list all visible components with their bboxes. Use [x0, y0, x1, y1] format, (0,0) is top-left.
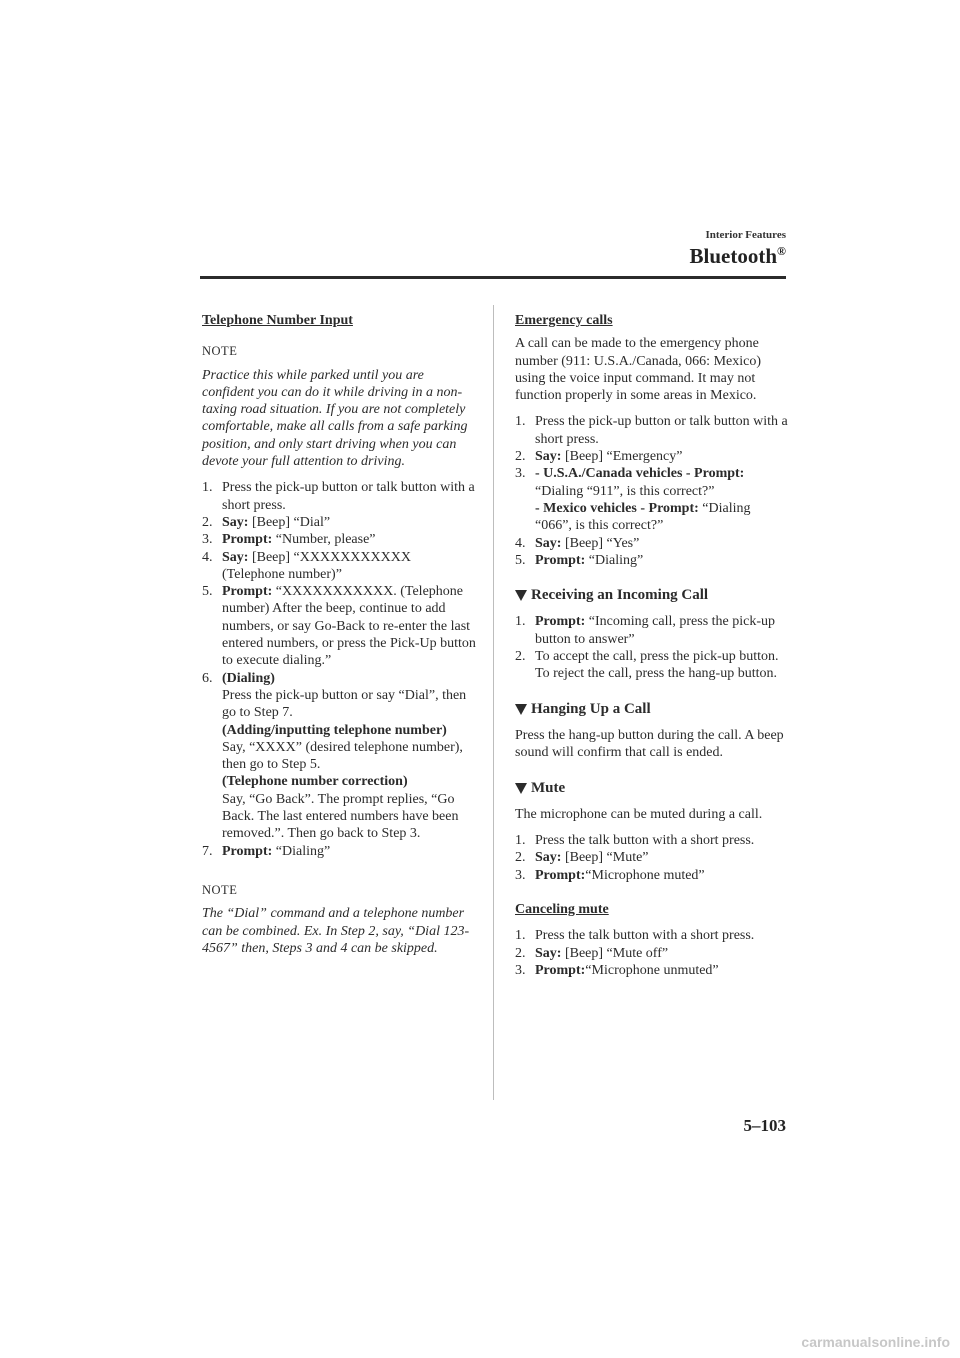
list-item: 1. Prompt: “Incoming call, press the pick-up button to answer” [515, 614, 776, 647]
list-item: 2. Say: [Beep] “Dial” [202, 514, 331, 530]
note-text: Practice this while parked until you are confident you can do it while driving in a non-taxing road situation. If you are not completely comfortable, make all calls from a safe parking position, and only start driving when you can devote your full attention to driving. [202, 367, 468, 470]
cancel-mute-steps [515, 927, 790, 979]
note-label: NOTE [202, 882, 238, 897]
right-column [515, 312, 790, 979]
list-item: 2. Say: [Beep] “Mute off” [515, 945, 669, 961]
triangle-down-icon [515, 590, 527, 601]
list-item: 5. Prompt: “XXXXXXXXXXX. (Telephone number) After the beep, continue to add numbers, or say Go-Back to re-enter the last entered numbers, or press the Pick-Up button to execute dialing.” [202, 584, 476, 669]
list-item: 1. Press the pick-up button or talk button with a short press. [202, 480, 475, 513]
list-item: 1. Press the talk button with a short press. [515, 928, 755, 944]
registered-mark: ® [777, 244, 786, 258]
emergency-steps [515, 413, 790, 569]
page-number: 5–103 [743, 1116, 786, 1135]
list-item: 4. Say: [Beep] “Yes” [515, 535, 640, 551]
mute-steps [515, 832, 790, 884]
list-item: 2. Say: [Beep] “Emergency” [515, 449, 683, 465]
hangup-text: Press the hang-up button during the call. A beep sound will confirm that call is ended. [515, 727, 784, 761]
list-item: 2. To accept the call, press the pick-up button. To reject the call, press the hang-up button. [515, 649, 779, 682]
mute-text: The microphone can be muted during a call. [515, 806, 763, 822]
list-item: 7. Prompt: “Dialing” [202, 843, 331, 859]
watermark: carmanualsonline.info [801, 1334, 950, 1350]
receiving-call-heading: Receiving an Incoming Call [515, 587, 790, 604]
receiving-steps [515, 613, 790, 682]
list-item: 1. Press the talk button with a short press. [515, 833, 755, 849]
list-item: 3. Prompt:“Microphone unmuted” [515, 962, 719, 978]
mute-heading: Mute [515, 780, 790, 797]
section-label: Interior Features [705, 229, 786, 241]
list-item: 3. Prompt:“Microphone muted” [515, 867, 705, 883]
list-item: 2. Say: [Beep] “Mute” [515, 850, 649, 866]
emergency-calls-heading: Emergency calls [515, 313, 613, 328]
hanging-up-heading: Hanging Up a Call [515, 701, 790, 718]
telephone-number-input-heading: Telephone Number Input [202, 313, 353, 328]
list-item: 6. (Dialing) Press the pick-up button or say “Dial”, then go to Step 7. (Adding/inputting telephone number) Say, “XXXX” (desired telephone number), then go to Step 5. (Telephone number correction) Say, “Go Back”. The prompt replies, “Go Back. The last entered numbers have been removed.”. Then go back to Step 3. [202, 670, 467, 842]
note-text: The “Dial” command and a telephone number can be combined. Ex. In Step 2, say, “Dial 123-4567” then, Steps 3 and 4 can be skipped. [202, 906, 470, 956]
header-rule [200, 276, 786, 279]
dial-steps [202, 479, 477, 860]
left-column [202, 312, 477, 957]
triangle-down-icon [515, 704, 527, 715]
chapter-title: Bluetooth® [689, 244, 786, 268]
list-item: 3. - U.S.A./Canada vehicles - Prompt: “Dialing “911”, is this correct?” - Mexico vehicles - Prompt: “Dialing “066”, is this correct?” [515, 466, 751, 534]
triangle-down-icon [515, 783, 527, 794]
list-item: 5. Prompt: “Dialing” [515, 552, 644, 568]
list-item: 3. Prompt: “Number, please” [202, 532, 376, 548]
column-divider [493, 305, 494, 1100]
canceling-mute-heading: Canceling mute [515, 902, 609, 918]
list-item: 4. Say: [Beep] “XXXXXXXXXXX (Telephone number)” [202, 549, 411, 582]
list-item: 1. Press the pick-up button or talk button with a short press. [515, 414, 788, 447]
note-label: NOTE [202, 344, 238, 359]
emergency-text: A call can be made to the emergency phone number (911: U.S.A./Canada, 066: Mexico) using the voice input command. It may not function properly in some areas in Mexico. [515, 336, 761, 404]
